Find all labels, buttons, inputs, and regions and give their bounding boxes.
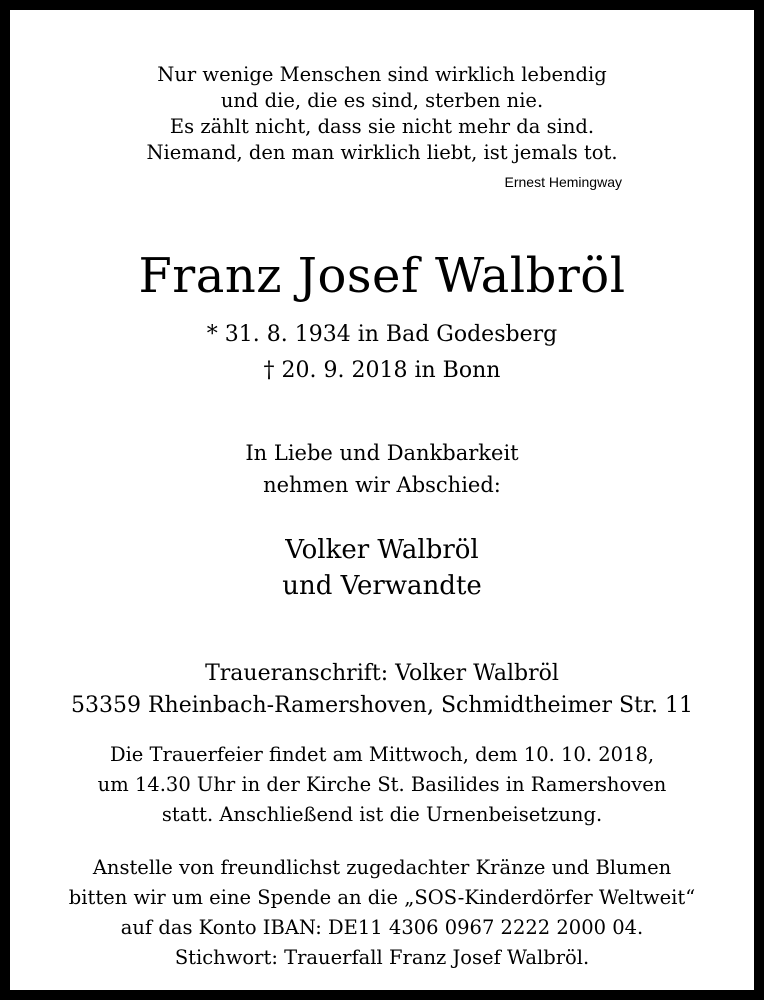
address-line: 53359 Rheinbach-Ramershoven, Schmidtheimer Str. 11 [71, 693, 693, 718]
ceremony-line: um 14.30 Uhr in der Kirche St. Basilides in Ramershoven [97, 773, 667, 796]
death-date: † 20. 9. 2018 in Bonn [263, 358, 501, 383]
birth-date: * 31. 8. 1934 in Bad Godesberg [206, 322, 558, 347]
farewell-line: nehmen wir Abschied: [263, 473, 501, 497]
mourner-line: Volker Walbröl [285, 535, 479, 565]
quote-author: Ernest Hemingway [504, 174, 622, 190]
donation-line: Stichwort: Trauerfall Franz Josef Walbröl. [174, 946, 590, 969]
ceremony-line: statt. Anschließend ist die Urnenbeisetzung. [161, 803, 603, 826]
quote-line: und die, die es sind, sterben nie. [220, 89, 544, 112]
quote-line: Nur wenige Menschen sind wirklich lebendig [157, 63, 607, 86]
donation-line: auf das Konto IBAN: DE11 4306 0967 2222 2000 04. [120, 916, 644, 939]
deceased-name: Franz Josef Walbröl [138, 248, 626, 304]
donation-line: Anstelle von freundlichst zugedachter Kränze und Blumen [92, 856, 672, 879]
address-line: Traueranschrift: Volker Walbröl [205, 661, 559, 686]
farewell-line: In Liebe und Dankbarkeit [245, 441, 519, 465]
ceremony-line: Die Trauerfeier findet am Mittwoch, dem 10. 10. 2018, [109, 743, 655, 766]
mourner-line: und Verwandte [282, 571, 482, 601]
quote-line: Niemand, den man wirklich liebt, ist jemals tot. [146, 141, 618, 164]
donation-line: bitten wir um eine Spende an die „SOS-Kinderdörfer Weltweit“ [68, 886, 696, 909]
quote-line: Es zählt nicht, dass sie nicht mehr da sind. [169, 115, 595, 138]
